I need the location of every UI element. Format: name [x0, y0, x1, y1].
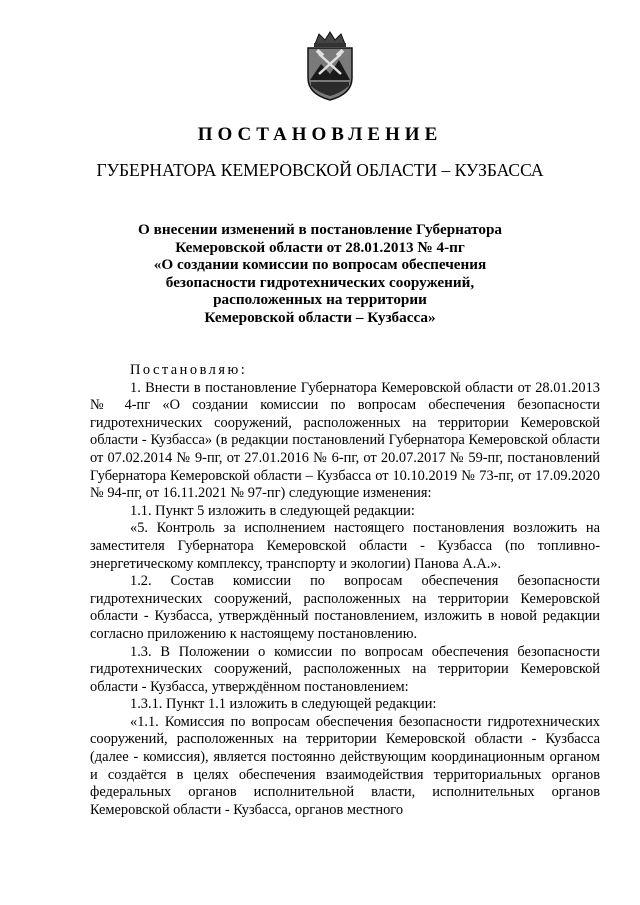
document-body	[90, 362, 600, 819]
body-paragraph: «5. Контроль за исполнением настоящего постановления возложить на заместителя Губернатора Кемеровской области - Кузбасса (по топливно-энергетическому комплексу, транспорту и экологии) Панова А.А.».	[90, 520, 600, 572]
document-title: ПОСТАНОВЛЕНИЕ	[197, 124, 443, 145]
body-paragraph: 1.1. Пункт 5 изложить в следующей редакции:	[130, 502, 415, 519]
body-paragraph: 1.3. В Положении о комиссии по вопросам обеспечения безопасности гидротехнических сооружений, расположенных на территории Кемеровской области - Кузбасса, утверждённом постановлением:	[90, 643, 600, 695]
body-paragraph: «1.1. Комиссия по вопросам обеспечения безопасности гидротехнических сооружений, расположенных на территории Кемеровской области - Кузбасса (далее - комиссия), является постоянно действующим координационным органом и создаётся в целях обеспечения взаимодействия территориальных органов федеральных органов исполнительной власти, исполнительных органов Кемеровской области - Кузбасса, органов местного	[90, 713, 600, 818]
kuzbass-coat-of-arms-icon	[299, 30, 361, 102]
heading-line: О внесении изменений в постановление Губернатора	[138, 221, 502, 238]
body-paragraph: 1. Внести в постановление Губернатора Кемеровской области от 28.01.2013 № 4-пг «О создании комиссии по вопросам обеспечения безопасности гидротехнических сооружений, расположенных на территории Кемеровской области - Кузбасса» (в редакции постановлений Губернатора Кемеровской области от 07.02.2014 № 9-пг, от 27.01.2016 № 6-пг, от 20.07.2017 № 59-пг, постановлений Губернатора Кемеровской области – Кузбасса от 10.10.2019 № 73-пг, от 17.09.2020 № 94-пг, от 16.11.2021 № 97-пг) следующие изменения:	[90, 379, 600, 502]
heading-line: расположенных на территории	[213, 291, 427, 309]
body-paragraph: 1.3.1. Пункт 1.1 изложить в следующей редакции:	[130, 696, 437, 713]
body-paragraph: Постановляю:	[130, 362, 248, 378]
heading-line: Кемеровской области от 28.01.2013 № 4-пг	[175, 238, 465, 256]
heading-line: Кемеровской области – Кузбасса»	[204, 308, 436, 326]
heading-line: безопасности гидротехнических сооружений,	[165, 273, 475, 291]
document-subtitle: ГУБЕРНАТОРА КЕМЕРОВСКОЙ ОБЛАСТИ – КУЗБАССА	[96, 160, 544, 180]
body-paragraph: 1.2. Состав комиссии по вопросам обеспечения безопасности гидротехнических сооружений, расположенных на территории Кемеровской области - Кузбасса, утверждённый постановлением, изложить в новой редакции согласно приложению к настоящему постановлению.	[90, 573, 600, 642]
heading-line: «О создании комиссии по вопросам обеспечения	[153, 256, 487, 274]
document-heading	[100, 221, 540, 327]
